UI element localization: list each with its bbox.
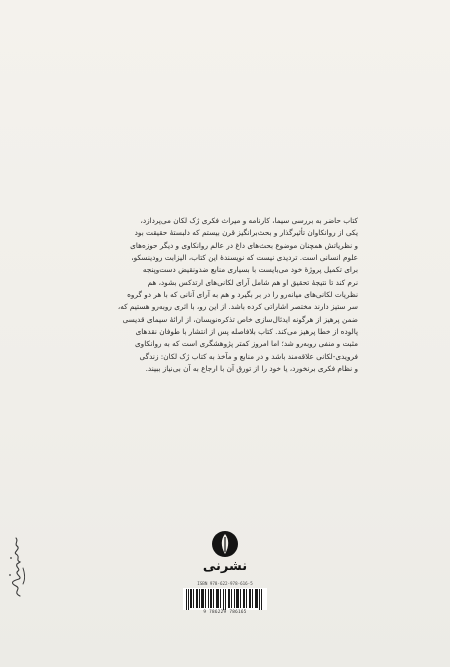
blurb-line: علوم انسانی است. تردیدی نیست که نویسندهٔ این کتاب، الیزابت رودینسکو، [131,253,358,263]
blurb-line: نرم کند تا نتیجهٔ تحقیق او هم شامل آرای لکانی‌های ارتدکس بشود، هم [147,277,358,287]
blurb-line: کتاب حاضر به بررسی سیما، کارنامه و میراث فکری ژک لکان می‌پردازد، [140,216,358,225]
back-cover-blurb [92,215,358,375]
blurb-line: فرویدی-لکانی علاقه‌مند باشد و در منابع و مآخذ به کتاب ژک لکان: زندگی [139,351,358,361]
designer-signature [6,536,28,598]
publisher-logo [200,530,250,574]
reed-pen-logo-icon [211,530,239,558]
publisher-name: نشرنی [202,559,248,574]
blurb-line: نظریات لکانی‌های میانه‌رو را در بر بگیرد و هم به آرای آنانی که با هر دو گروه [127,290,358,300]
blurb-line: پالوده از خطا پرهیز می‌کند. کتاب بلافاصله پس از انتشار با طوفان نقدهای [135,327,358,337]
blurb-line: ضمن پرهیز از هرگونه ایدئال‌سازی خاص تذکره‌نویسان، از ارائهٔ سیمای قدیسی [122,314,358,324]
blurb-line: مثبت و منفی روبه‌رو شد؛ اما امروز کمتر پژوهشگری است که به روانکاوی [134,339,358,349]
barcode-digits: 9 786229 786165 [203,610,247,615]
blurb-line: سر ستیز دارند مختصر اشاراتی کرده باشد. از این رو، با اثری روبه‌رو هستیم که، [117,302,358,312]
isbn-label: ISBN 978-622-978-616-5 [197,581,253,586]
barcode-icon [183,588,267,610]
handwritten-signature-icon [6,536,28,598]
blurb-line: یکی از روانکاوان تأثیرگذار و بحث‌برانگیز قرن بیستم که دلبستهٔ حقیقت بود [134,228,358,238]
isbn-block [177,581,273,615]
blurb-line: و نظریاتش همچنان موضوع بحث‌های داغ در عالم روانکاوی و دیگر حوزه‌های [130,240,358,250]
blurb-line: و نظام فکری برنخورد، یا خود را از تورق آن با ارجاع به آن بی‌نیاز ببیند. [145,364,358,374]
blurb-line: برای تکمیل پروژهٔ خود می‌بایست با بسیاری منابع ضدونقیض دست‌وپنجه [142,265,358,275]
